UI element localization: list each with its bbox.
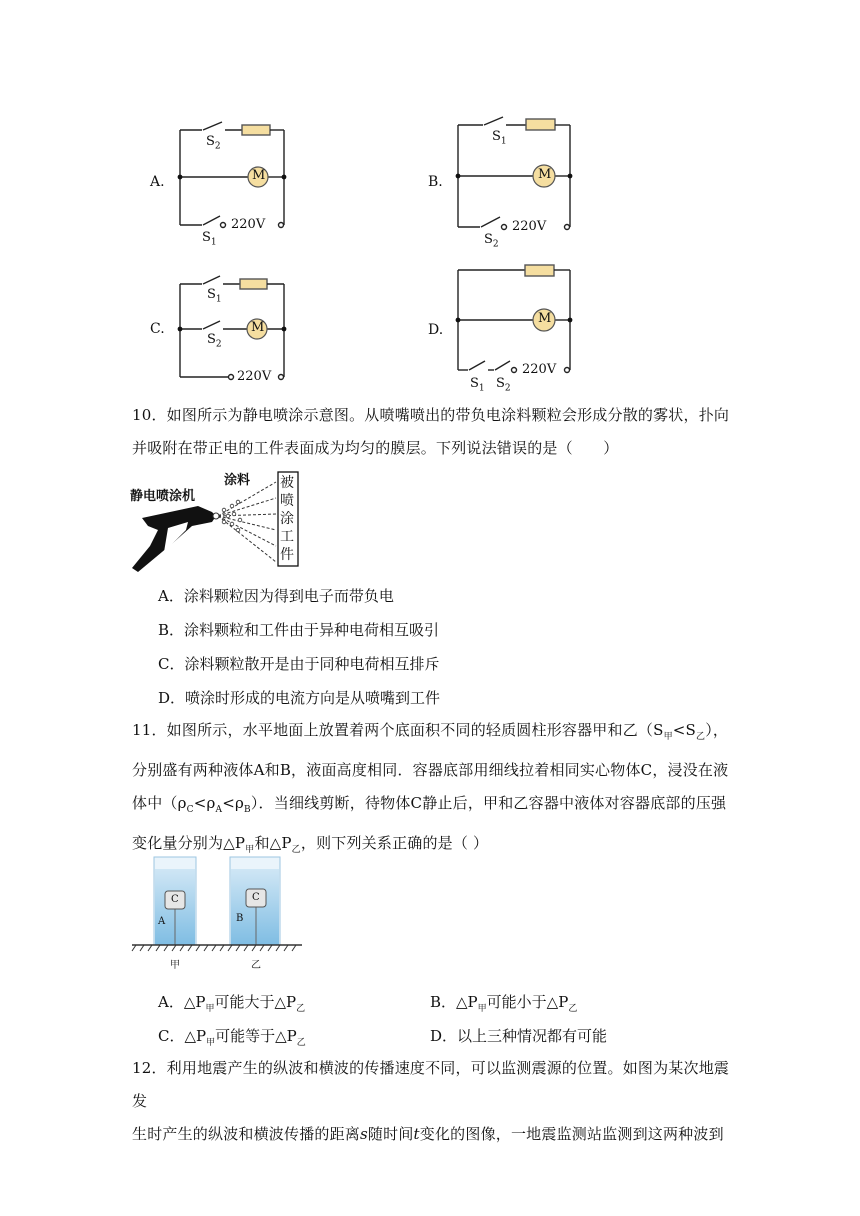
machine-label: 静电喷涂机	[130, 489, 196, 504]
option-label: C.	[150, 321, 165, 337]
voltage-label: 220V	[237, 369, 272, 384]
switch-label-bottom: $S_2$	[484, 232, 499, 250]
q10-option-c[interactable]: C．涂料颗粒散开是由于同种电荷相互排斥	[158, 655, 440, 673]
q10-option-a[interactable]: A．涂料颗粒因为得到电子而带负电	[158, 587, 394, 605]
workpiece-label: 被喷涂工件	[280, 475, 294, 563]
liquid-a-label: A	[158, 916, 166, 927]
circuit-option-b	[428, 113, 578, 248]
circuit-diagram-a	[150, 118, 300, 248]
q11-option-a[interactable]: A．$\triangle P_甲$可能大于$\triangle P_乙$	[158, 993, 306, 1014]
circuit-option-c	[150, 272, 300, 387]
container-jia-label: 甲	[170, 960, 180, 971]
circuit-diagram-c	[150, 272, 300, 387]
q11-option-b[interactable]: B．$\triangle P_甲$可能小于$\triangle P_乙$	[430, 993, 578, 1014]
switch-label-top: $S_2$	[206, 134, 221, 152]
option-label: B.	[428, 174, 443, 190]
motor-label: M	[538, 167, 552, 182]
motor-label: M	[251, 320, 265, 335]
container-yi-label: 乙	[251, 960, 261, 971]
question-11-text	[132, 714, 736, 867]
motor-label: M	[538, 311, 552, 326]
paint-label: 涂料	[224, 473, 251, 488]
switch-label-2: $S_2$	[496, 376, 511, 394]
option-label: D.	[428, 322, 444, 338]
question-10-text: 10．如图所示为静电喷涂示意图。从喷嘴喷出的带负电涂料颗粒会形成分散的雾状，扑向并吸附在带正电的工件表面成为均匀的膜层。下列说法错误的是（ ）	[132, 406, 730, 457]
q11-line-4: 变化量分别为$\triangle P_甲$和$\triangle P_乙$，则下列关系正确的是（ ）	[132, 834, 489, 855]
electrostatic-spray-figure	[128, 468, 308, 576]
voltage-label: 220V	[512, 219, 547, 234]
liquid-b-label: B	[236, 913, 244, 924]
circuit-option-a	[150, 118, 300, 248]
motor-label: M	[252, 168, 266, 183]
object-c-label-jia: C	[171, 894, 179, 905]
switch-label-middle: $S_2$	[207, 332, 222, 350]
object-c-label-yi: C	[252, 892, 260, 903]
question-12-text	[132, 1052, 736, 1151]
q11-line-1: 11．如图所示，水平地面上放置着两个底面积不同的轻质圆柱形容器甲和乙$(S_甲<S_乙)$，	[132, 721, 729, 742]
containers-figure	[130, 855, 305, 975]
switch-label-top: $S_1$	[492, 129, 507, 147]
q11-option-c[interactable]: C．$\triangle P_甲$可能等于$\triangle P_乙$	[158, 1027, 306, 1048]
voltage-label: 220V	[231, 217, 266, 232]
switch-label-bottom: $S_1$	[202, 230, 217, 248]
switch-label-top: $S_1$	[207, 287, 222, 305]
q12-line-2: 生时产生的纵波和横波传播的距离s随时间t变化的图像，一地震监测站监测到这两种波到	[132, 1125, 724, 1143]
circuit-option-d	[428, 262, 578, 397]
q11-option-d[interactable]: D．以上三种情况都有可能	[430, 1027, 608, 1045]
q12-line-1: 12．利用地震产生的纵波和横波的传播速度不同，可以监测震源的位置。如图为某次地震发	[132, 1059, 730, 1110]
q10-option-d[interactable]: D．喷涂时形成的电流方向是从喷嘴到工件	[158, 689, 441, 707]
voltage-label: 220V	[522, 362, 557, 377]
switch-label-1: $S_1$	[470, 376, 485, 394]
option-label: A.	[150, 174, 165, 190]
q10-option-b[interactable]: B．涂料颗粒和工件由于异种电荷相互吸引	[158, 621, 440, 639]
q11-line-2: 分别盛有两种液体A和B，液面高度相同．容器底部用细线拉着相同实心物体C，浸没在液	[132, 761, 729, 779]
q11-line-3: 体中$(\rho_C<\rho_A<\rho_B)$．当细线剪断，待物体C静止后，甲和乙容器中液体对容器底部的压强	[132, 794, 727, 815]
